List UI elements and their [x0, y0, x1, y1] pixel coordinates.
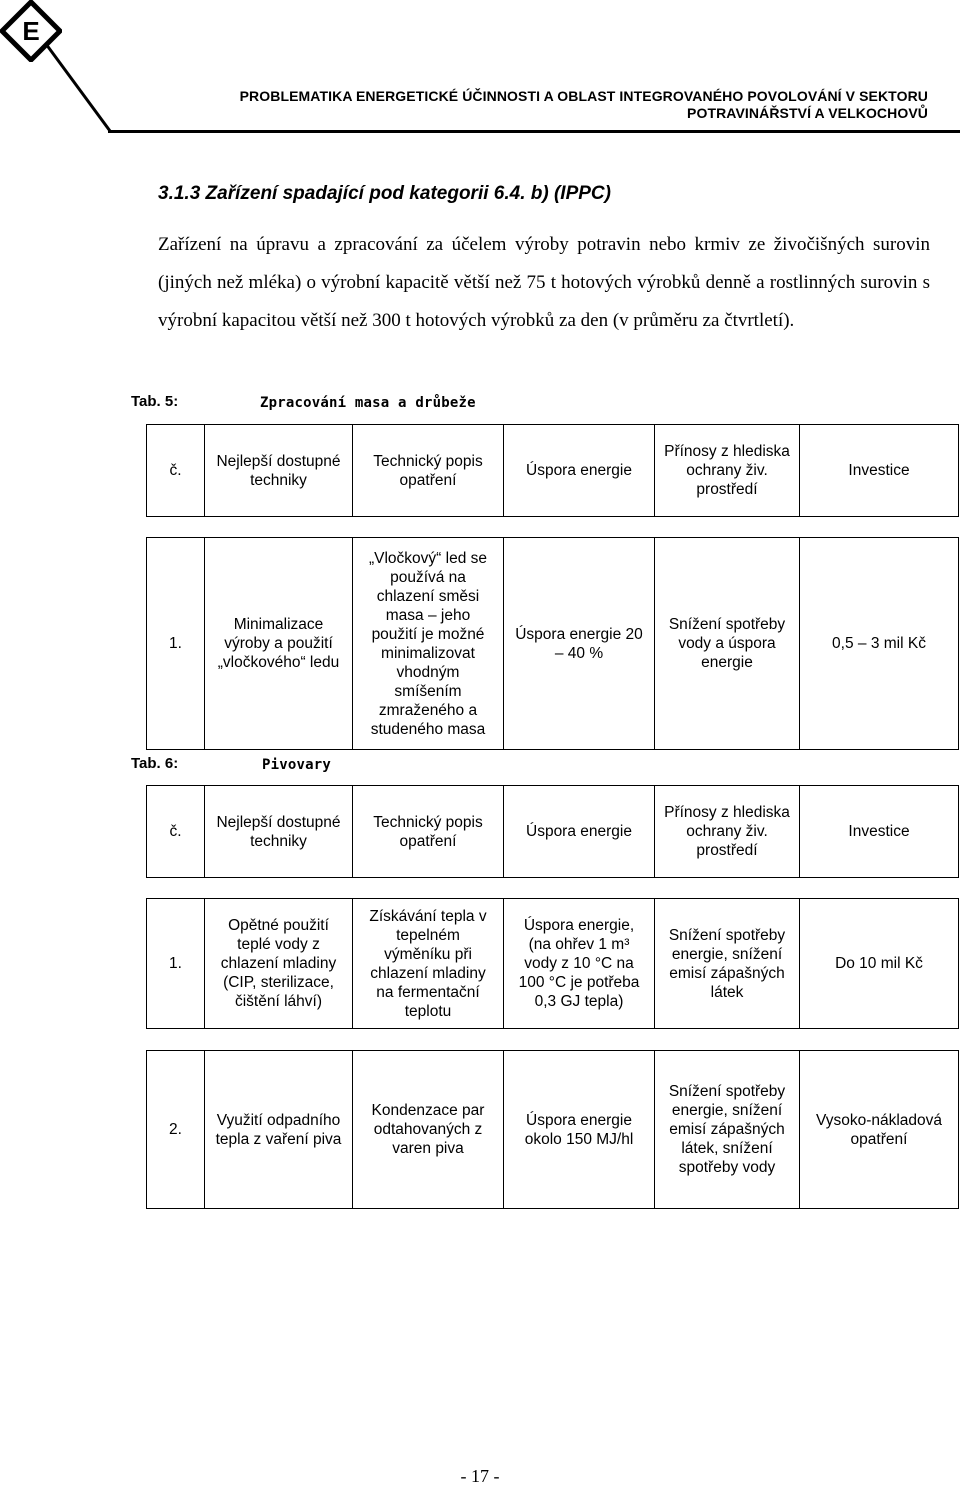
table6-header-cell: Úspora energie	[504, 786, 655, 878]
table5-header-cell: č.	[147, 425, 205, 517]
page-number: - 17 -	[460, 1466, 500, 1486]
table6-cell: Úspora energie okolo 150 MJ/hl	[504, 1051, 655, 1209]
table6-cell: Získávání tepla v tepelném výměníku při chlazení mladiny na fermentační teplotu	[353, 899, 504, 1029]
table6-cell: Do 10 mil Kč	[800, 899, 959, 1029]
section-heading: 3.1.3 Zařízení spadající pod kategorii 6.4. b) (IPPC)	[158, 183, 611, 204]
header-title-line1: PROBLEMATIKA ENERGETICKÉ ÚČINNOSTI A OBLAST INTEGROVANÉHO POVOLOVÁNÍ V SEKTORU	[239, 88, 928, 104]
table6-cell: 1.	[147, 899, 205, 1029]
table5-cell: Úspora energie 20 – 40 %	[504, 538, 655, 750]
table6-cell: Kondenzace par odtahovaných z varen piva	[353, 1051, 504, 1209]
table5-cell: „Vločkový“ led se používá na chlazení směsi masa – jeho použití je možné minimalizovat vhodným smíšením zmraženého a studeného masa	[353, 538, 504, 750]
table6-cell: Snížení spotřeby energie, snížení emisí zápašných látek	[655, 899, 800, 1029]
table6-header-cell: č.	[147, 786, 205, 878]
table6-spacer	[147, 1029, 959, 1051]
table5-header-cell: Nejlepší dostupné techniky	[205, 425, 353, 517]
header-diagonal-line	[0, 0, 130, 134]
table6-cell: Úspora energie, (na ohřev 1 m³ vody z 10 °C na 100 °C je potřeba 0,3 GJ tepla)	[504, 899, 655, 1029]
table6-header-row	[147, 786, 959, 878]
table5-header-cell: Přínosy z hlediska ochrany živ. prostředí	[655, 425, 800, 517]
table6-cell: Snížení spotřeby energie, snížení emisí zápašných látek, snížení spotřeby vody	[655, 1051, 800, 1209]
table5	[146, 424, 959, 750]
table5-header-cell: Investice	[800, 425, 959, 517]
table5-header-cell: Úspora energie	[504, 425, 655, 517]
table6-label: Tab. 6:	[131, 755, 179, 772]
table5-header-row	[147, 425, 959, 517]
header-title-line2: POTRAVINÁŘSTVÍ A VELKOCHOVŮ	[687, 105, 928, 121]
table6-header-cell: Nejlepší dostupné techniky	[205, 786, 353, 878]
table5-label: Tab. 5:	[131, 393, 179, 410]
table5-caption: Zpracování masa a drůbeže	[260, 395, 476, 411]
table6-header-cell: Investice	[800, 786, 959, 878]
table6-header-cell: Přínosy z hlediska ochrany živ. prostředí	[655, 786, 800, 878]
table6-cell: Vysoko-nákladová opatření	[800, 1051, 959, 1209]
table6-cell: Opětné použití teplé vody z chlazení mladiny (CIP, sterilizace, čištění láhví)	[205, 899, 353, 1029]
table6-spacer	[147, 878, 959, 899]
table6-cell: Využití odpadního tepla z vaření piva	[205, 1051, 353, 1209]
table5-cell: 1.	[147, 538, 205, 750]
table5-spacer	[147, 517, 959, 538]
table-row	[147, 1051, 959, 1209]
table5-header-cell: Technický popis opatření	[353, 425, 504, 517]
header-title	[240, 88, 928, 122]
table6-header-cell: Technický popis opatření	[353, 786, 504, 878]
header-rule	[108, 130, 960, 133]
table5-cell: Snížení spotřeby vody a úspora energie	[655, 538, 800, 750]
logo-letter: E	[22, 16, 40, 46]
table6-cell: 2.	[147, 1051, 205, 1209]
table6	[146, 785, 959, 1209]
table6-caption: Pivovary	[262, 757, 332, 773]
table-row	[147, 538, 959, 750]
table5-cell: 0,5 – 3 mil Kč	[800, 538, 959, 750]
table5-cell: Minimalizace výroby a použití „vločkového“ ledu	[205, 538, 353, 750]
table-row	[147, 899, 959, 1029]
intro-paragraph: Zařízení na úpravu a zpracování za účelem výroby potravin nebo krmiv ze živočišných surovin (jiných než mléka) o výrobní kapacitě větší než 75 t hotových výrobků denně a rostlinných surovin s výrobní kapacitou větší než 300 t hotových výrobků za den (v průměru za čtvrtletí).	[158, 234, 930, 331]
